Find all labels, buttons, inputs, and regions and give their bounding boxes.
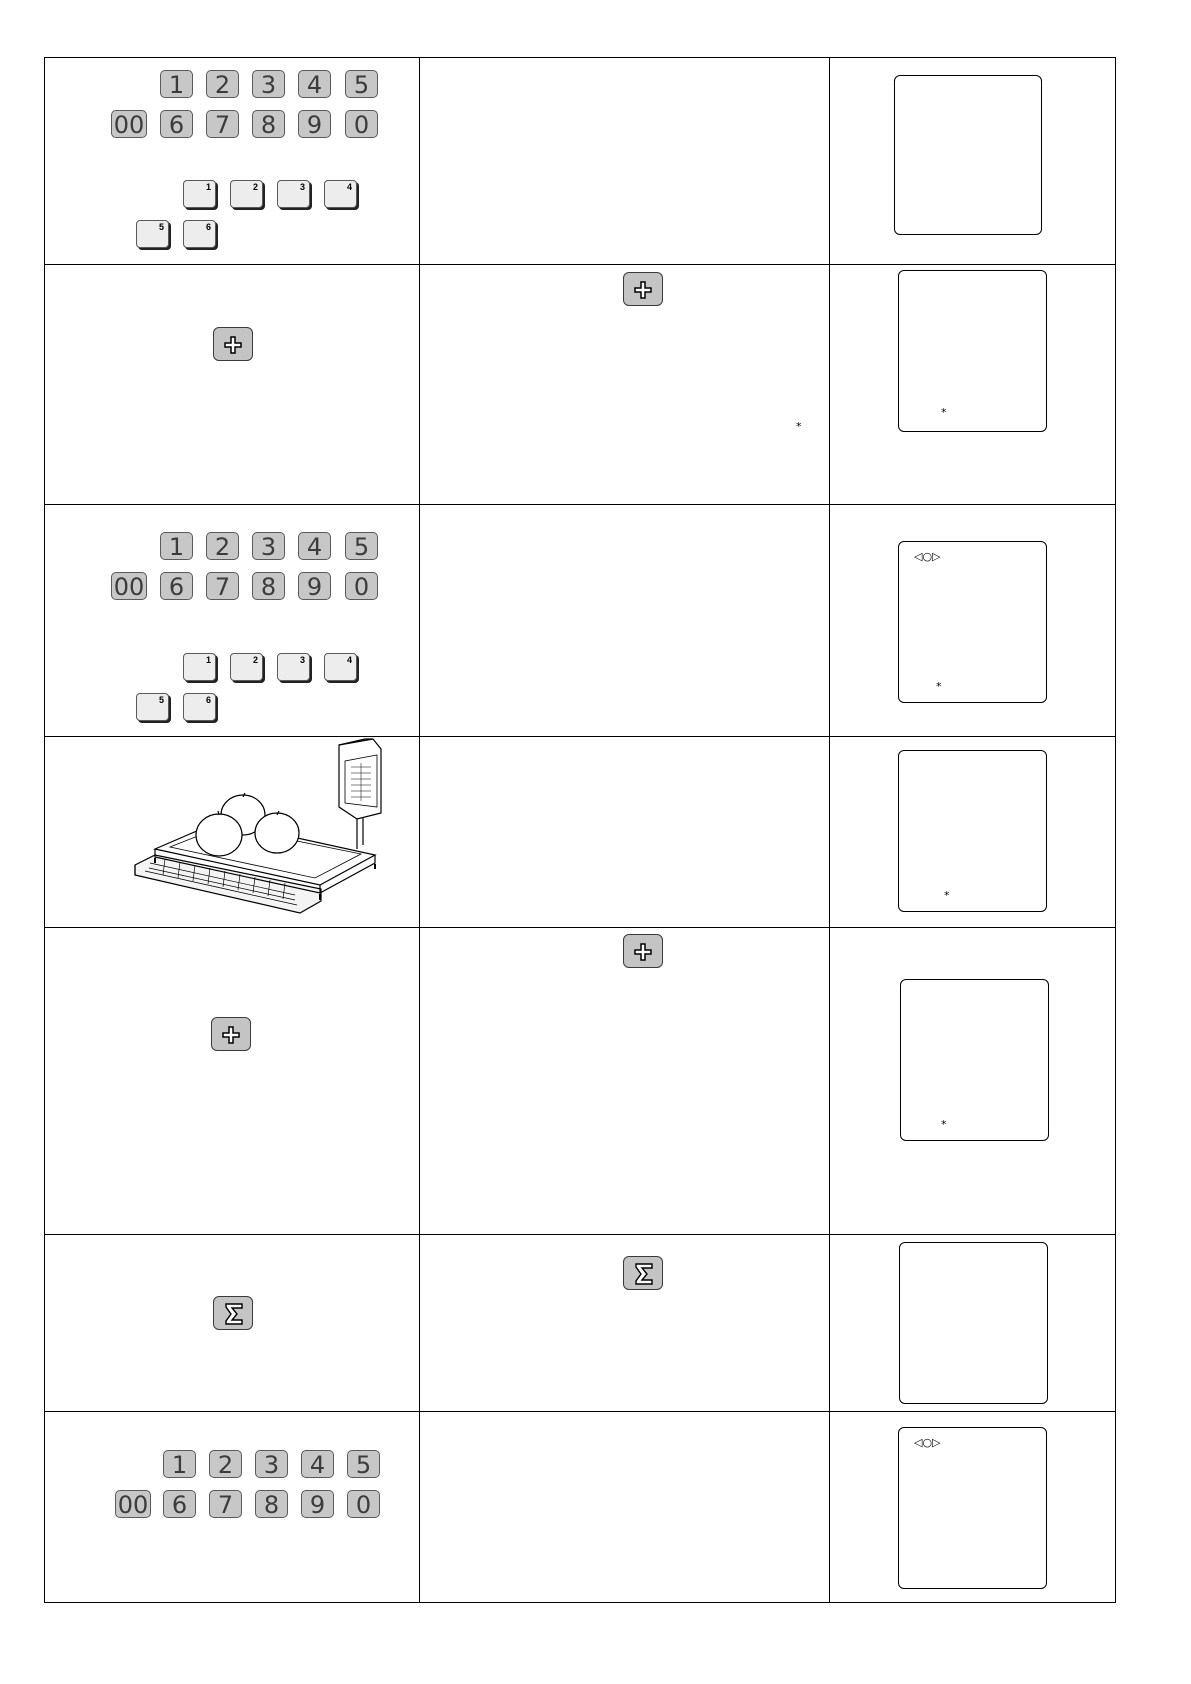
digit-key[interactable]: 4 [298,70,331,98]
display-cell [830,265,1116,505]
star-symbol: * [936,680,942,693]
plu-key[interactable] [183,180,216,208]
step-row-6 [45,1235,1116,1412]
plu-key[interactable] [324,653,357,681]
display-panel [898,750,1047,912]
digit-key[interactable]: 6 [163,1490,196,1518]
digit-key[interactable]: 1 [163,1450,196,1478]
plu-key-number: 5 [158,222,164,232]
keys-cell [45,58,420,265]
keys-cell [45,1235,420,1412]
description-cell [420,265,830,505]
digit-key[interactable]: 3 [252,532,285,560]
digit-key[interactable]: 9 [298,572,331,600]
digit-key[interactable]: 9 [301,1490,334,1518]
digit-key[interactable]: 2 [206,70,239,98]
digit-key[interactable]: 0 [347,1490,380,1518]
sigma-key-icon[interactable] [213,1296,253,1330]
plu-key-number: 2 [252,655,258,665]
sigma-key-icon[interactable] [623,1256,663,1290]
digit-key[interactable]: 8 [255,1490,288,1518]
plu-key[interactable] [136,693,169,721]
star-symbol: * [796,420,802,433]
digit-key[interactable]: 2 [209,1450,242,1478]
plu-key-number: 1 [205,182,211,192]
plus-key-icon[interactable] [623,934,663,968]
digit-key[interactable]: 4 [301,1450,334,1478]
display-panel [898,541,1047,703]
plu-key-number: 4 [346,655,352,665]
description-cell [420,1235,830,1412]
plu-key-number: 3 [299,655,305,665]
description-cell [420,1412,830,1603]
digit-key[interactable]: 00 [115,1490,151,1518]
display-cell [830,58,1116,265]
display-cell [830,737,1116,928]
step-row-2 [45,265,1116,505]
digit-key[interactable]: 8 [252,110,285,138]
digit-key[interactable]: 00 [111,572,147,600]
digit-key[interactable]: 2 [206,532,239,560]
plus-key-icon[interactable] [213,327,253,361]
plu-key[interactable] [277,180,310,208]
keys-cell [45,1412,420,1603]
display-cell [830,1235,1116,1412]
digit-key[interactable]: 0 [345,572,378,600]
display-panel [898,270,1047,432]
plu-key[interactable] [136,220,169,248]
digit-key[interactable]: 5 [347,1450,380,1478]
digit-key[interactable]: 7 [206,110,239,138]
plu-key[interactable] [230,653,263,681]
digit-key[interactable]: 1 [160,70,193,98]
display-panel [898,1427,1047,1589]
plu-key[interactable] [183,693,216,721]
digit-key[interactable]: 3 [252,70,285,98]
digit-key[interactable]: 0 [345,110,378,138]
plus-key-icon[interactable] [623,272,663,306]
digit-key[interactable]: 1 [160,532,193,560]
step-row-7 [45,1412,1116,1603]
display-cell [830,928,1116,1235]
plu-key-number: 2 [252,182,258,192]
digit-key[interactable]: 3 [255,1450,288,1478]
step-row-4 [45,737,1116,928]
display-cell [830,505,1116,737]
keys-cell [45,505,420,737]
plu-key-number: 1 [205,655,211,665]
digit-key[interactable]: 6 [160,110,193,138]
description-cell [420,505,830,737]
digit-key[interactable]: 9 [298,110,331,138]
digit-key[interactable]: 6 [160,572,193,600]
star-symbol: * [941,1118,947,1131]
plu-key-number: 3 [299,182,305,192]
display-panel [894,75,1042,235]
digit-key[interactable]: 5 [345,70,378,98]
plu-key-number: 6 [205,695,211,705]
digit-key[interactable]: 7 [209,1490,242,1518]
description-cell [420,928,830,1235]
stable-icon: ◁○▷ [914,1436,941,1449]
star-symbol: * [944,889,950,902]
display-panel [899,1242,1048,1404]
display-cell [830,1412,1116,1603]
scale-with-fruit [125,737,385,927]
plu-key-number: 4 [346,182,352,192]
digit-key[interactable]: 8 [252,572,285,600]
star-symbol: * [941,406,947,419]
plu-key[interactable] [183,220,216,248]
keys-cell [45,265,420,505]
step-row-1 [45,58,1116,265]
instruction-table [44,57,1116,1603]
digit-key[interactable]: 5 [345,532,378,560]
plu-key[interactable] [324,180,357,208]
display-panel [900,979,1049,1141]
scale-cell [45,737,420,928]
description-cell [420,58,830,265]
stable-icon: ◁○▷ [914,550,941,563]
digit-key[interactable]: 00 [111,110,147,138]
description-cell [420,737,830,928]
step-row-5 [45,928,1116,1235]
digit-key[interactable]: 7 [206,572,239,600]
plus-key-icon[interactable] [211,1017,251,1051]
plu-key[interactable] [230,180,263,208]
step-row-3 [45,505,1116,737]
keys-cell [45,928,420,1235]
plu-key-number: 6 [205,222,211,232]
plu-key[interactable] [277,653,310,681]
plu-key-number: 5 [158,695,164,705]
digit-key[interactable]: 4 [298,532,331,560]
plu-key[interactable] [183,653,216,681]
